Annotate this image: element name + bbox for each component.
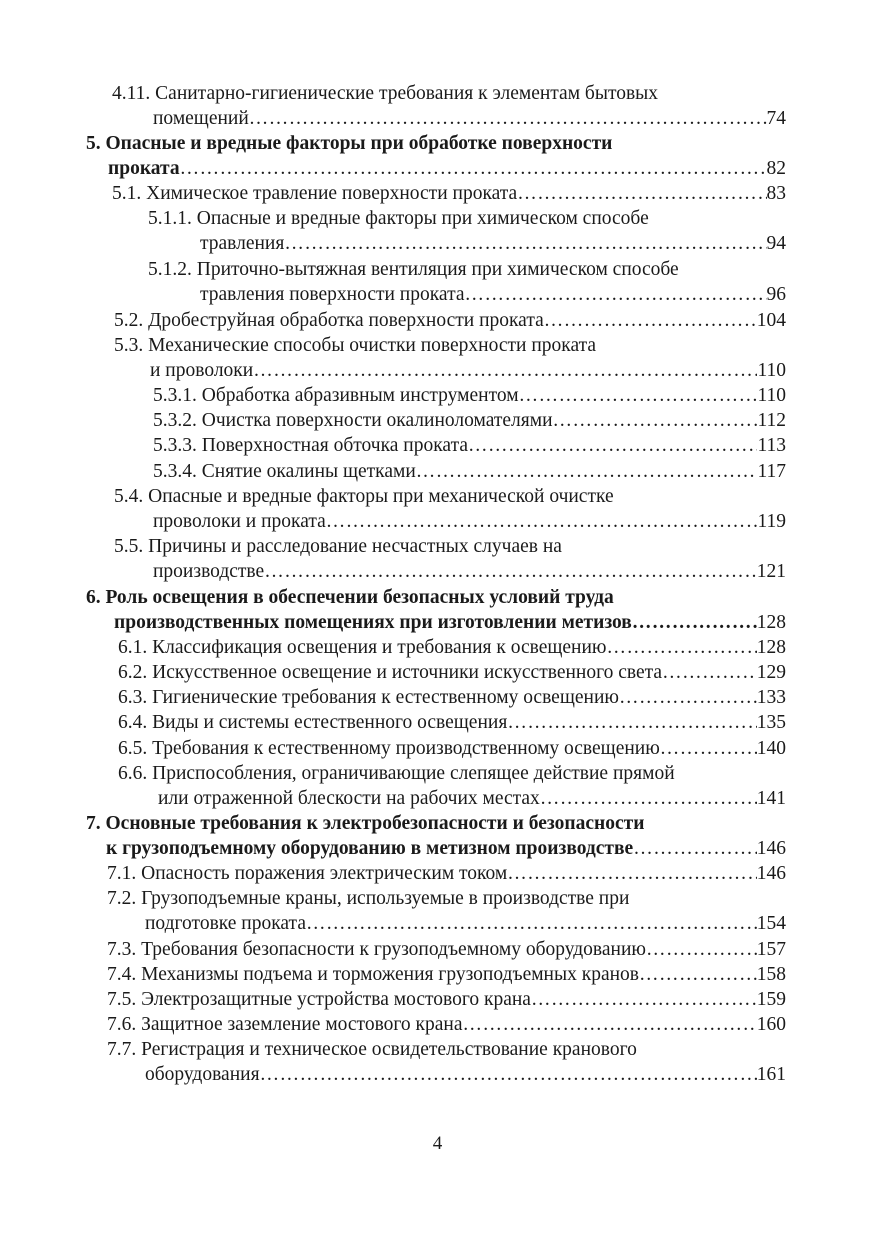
toc-page-number: 159 xyxy=(756,989,786,1010)
toc-entry-text: 6.4. Виды и системы естественного освещения xyxy=(118,712,508,733)
toc-7-4 xyxy=(107,962,786,988)
toc-entry-text: 6.3. Гигиенические требования к естественному освещению xyxy=(118,687,619,708)
toc-entry-text: 5.3.3. Поверхностная обточка проката xyxy=(153,435,468,456)
toc-page-number: 94 xyxy=(766,233,786,254)
toc-5-3-3 xyxy=(153,433,786,459)
toc-page-number: 157 xyxy=(756,939,786,960)
toc-entry-text: 6.5. Требования к естественному производственному освещению xyxy=(118,738,660,759)
toc-page-number: 140 xyxy=(756,738,786,759)
toc-entry-text: 6.1. Классификация освещения и требования к освещению xyxy=(118,637,607,658)
toc-4-11-line1: 4.11. Санитарно-гигиенические требования к элементам бытовых xyxy=(112,83,659,104)
toc-7-7-line2 xyxy=(145,1062,786,1088)
toc-5-1-2-line1: 5.1.2. Приточно-вытяжная вентиляция при химическом способе xyxy=(148,259,679,280)
toc-entry-text: или отраженной блескости на рабочих местах xyxy=(158,788,540,809)
toc-entry-text: 7.3. Требования безопасности к грузоподъемному оборудованию xyxy=(107,939,646,960)
toc-page-number: 117 xyxy=(757,461,786,482)
toc-7-3 xyxy=(107,937,786,963)
toc-6-2 xyxy=(118,660,786,686)
toc-5-3-2 xyxy=(153,408,786,434)
toc-entry-text: подготовке проката xyxy=(145,913,306,934)
toc-page-number: 110 xyxy=(757,385,786,406)
toc-entry-text: 7.6. Защитное заземление мостового крана xyxy=(107,1014,463,1035)
toc-5-5-line2 xyxy=(153,559,786,585)
toc-entry-text: 7.1. Опасность поражения электрическим током xyxy=(107,863,508,884)
toc-entry-text: травления поверхности проката xyxy=(200,284,465,305)
toc-page-number: 112 xyxy=(757,410,786,431)
toc-entry-text: производственных помещениях при изготовлении метизов xyxy=(114,612,632,633)
toc-entry-text: 5.3.2. Очистка поверхности окалиноломателями xyxy=(153,410,553,431)
toc-page-number: 113 xyxy=(757,435,786,456)
toc-5-4-line1: 5.4. Опасные и вредные факторы при механической очистке xyxy=(114,486,614,507)
toc-page-number: 83 xyxy=(766,183,786,204)
toc-page-number: 133 xyxy=(756,687,786,708)
toc-page-number: 161 xyxy=(756,1064,786,1085)
toc-chapter-5-line2 xyxy=(108,156,786,182)
toc-entry-text: и проволоки xyxy=(150,360,254,381)
toc-chapter-5-line1: 5. Опасные и вредные факторы при обработке поверхности xyxy=(86,133,613,154)
toc-7-6 xyxy=(107,1012,786,1038)
toc-page-number: 128 xyxy=(756,637,786,658)
toc-entry-text: 5.1. Химическое травление поверхности проката xyxy=(112,183,518,204)
toc-page-number: 129 xyxy=(756,662,786,683)
toc-entry-text: 5.3.4. Снятие окалины щетками xyxy=(153,461,416,482)
toc-6-4 xyxy=(118,710,786,736)
toc-5-5-line1: 5.5. Причины и расследование несчастных случаев на xyxy=(114,536,562,557)
toc-chapter-7-line2 xyxy=(106,836,786,862)
toc-7-2-line1: 7.2. Грузоподъемные краны, используемые в производстве при xyxy=(107,888,630,909)
toc-page-number: 119 xyxy=(757,511,786,532)
toc-7-1 xyxy=(107,861,786,887)
toc-entry-text: 5.2. Дробеструйная обработка поверхности проката xyxy=(114,310,544,331)
toc-page-number: 141 xyxy=(756,788,786,809)
toc-5-4-line2 xyxy=(153,509,786,535)
toc-5-1-1-line1: 5.1.1. Опасные и вредные факторы при химическом способе xyxy=(148,208,649,229)
toc-entry-text: проволоки и проката xyxy=(153,511,326,532)
toc-6-1 xyxy=(118,635,786,661)
toc-entry-text: травления xyxy=(200,233,285,254)
toc-5-3-1 xyxy=(153,383,786,409)
toc-page-number: 110 xyxy=(757,360,786,381)
toc-page-number: 82 xyxy=(766,158,786,179)
toc-entry-text: 6.2. Искусственное освещение и источники искусственного света xyxy=(118,662,663,683)
toc-chapter-6-line2 xyxy=(114,610,786,636)
toc-6-3 xyxy=(118,685,786,711)
toc-chapter-6-line1: 6. Роль освещения в обеспечении безопасных условий труда xyxy=(86,587,614,608)
toc-5-3-line2 xyxy=(150,358,786,384)
toc-page-number: 160 xyxy=(756,1014,786,1035)
toc-page-number: 154 xyxy=(756,913,786,934)
toc-page-number: 96 xyxy=(766,284,786,305)
toc-7-2-line2 xyxy=(145,911,786,937)
toc-5-2 xyxy=(114,308,786,334)
toc-page-number: 74 xyxy=(766,108,786,129)
page-number: 4 xyxy=(432,1133,443,1154)
toc-entry-text: 7.4. Механизмы подъема и торможения грузоподъемных кранов xyxy=(107,964,639,985)
toc-entry-text: производстве xyxy=(153,561,265,582)
toc-5-3-line1: 5.3. Механические способы очистки поверхности проката xyxy=(114,335,597,356)
toc-6-6-line2 xyxy=(158,786,786,812)
toc-4-11-line2 xyxy=(153,106,786,132)
toc-entry-text: помещений xyxy=(153,108,249,129)
toc-page-number: 146 xyxy=(756,838,786,859)
toc-page-number: 158 xyxy=(756,964,786,985)
toc-5-1-2-line2 xyxy=(200,282,786,308)
toc-page-number: 128 xyxy=(756,612,786,633)
toc-5-1-1-line2 xyxy=(200,231,786,257)
toc-6-5 xyxy=(118,736,786,762)
toc-7-5 xyxy=(107,987,786,1013)
toc-5-1 xyxy=(112,181,786,207)
toc-entry-text: 7.5. Электрозащитные устройства мостового крана xyxy=(107,989,531,1010)
toc-page-number: 104 xyxy=(756,310,786,331)
toc-page-number: 135 xyxy=(756,712,786,733)
toc-entry-text: 5.3.1. Обработка абразивным инструментом xyxy=(153,385,519,406)
toc-entry-text: оборудования xyxy=(145,1064,260,1085)
toc-page-number: 146 xyxy=(756,863,786,884)
toc-6-6-line1: 6.6. Приспособления, ограничивающие слепящее действие прямой xyxy=(118,763,675,784)
toc-page-number: 121 xyxy=(756,561,786,582)
toc-chapter-7-line1: 7. Основные требования к электробезопасности и безопасности xyxy=(86,813,645,834)
toc-entry-text: проката xyxy=(108,158,180,179)
toc-7-7-line1: 7.7. Регистрация и техническое освидетельствование кранового xyxy=(107,1039,637,1060)
toc-5-3-4 xyxy=(153,459,786,485)
toc-entry-text: к грузоподъемному оборудованию в метизном производстве xyxy=(106,838,634,859)
